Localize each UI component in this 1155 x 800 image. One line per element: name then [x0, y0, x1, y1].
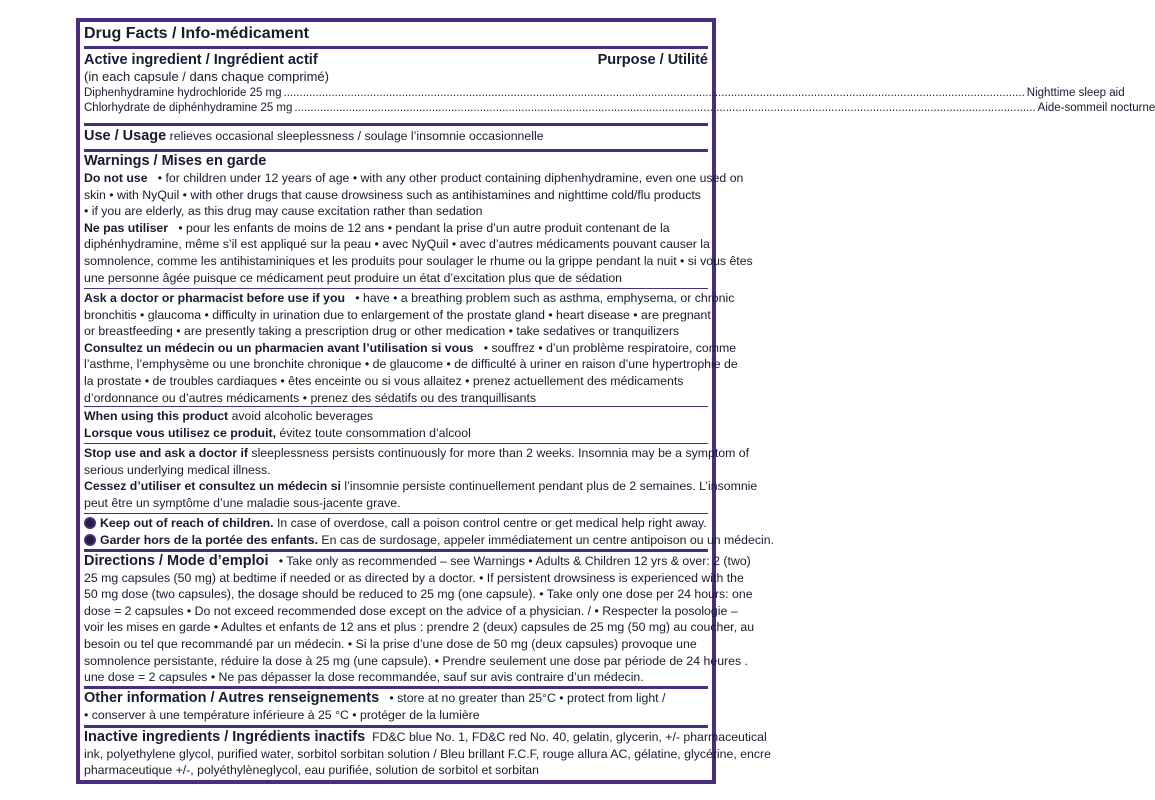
keep-out-row: [84, 532, 774, 549]
use-heading: Use / Usage: [84, 128, 167, 144]
active-heading-row: [84, 52, 708, 69]
inactive-ingredients-section: [84, 729, 771, 779]
warning-line: skin • with NyQuil • with other drugs that cause drowsiness such as antihistamines and nighttime cold/flu products: [84, 187, 701, 202]
inactive-line: pharmaceutique +/-, polyéthylèneglycol, eau purifiée, solution de sorbitol et sorbitan: [84, 763, 539, 778]
directions-line: • Take only as recommended – see Warnings • Adults & Children 12 yrs & over: 2 (two): [278, 554, 751, 568]
garder-label: Garder hors de la portée des enfants.: [100, 532, 318, 547]
directions-line: 50 mg dose (two capsules), the dosage should be reduced to 25 mg (one capsule). • Take only one dose per 24 hours: one: [84, 587, 753, 602]
directions-section: [84, 553, 755, 686]
ask-doctor-label: Ask a doctor or pharmacist before use if you: [84, 291, 346, 305]
warning-line: l’asthme, l’emphysème ou une bronchite chronique • de glaucome • de difficulté à uriner en raison d’une hypertrophie de: [84, 357, 738, 372]
ne-pas-utiliser-label: Ne pas utiliser: [84, 220, 169, 235]
warnings-section: [84, 153, 753, 286]
directions-line: somnolence persistante, réduire la dose à 25 mg (une capsule). • Prendre seulement une dose par période de 24 heures .: [84, 653, 748, 668]
warning-line: diphénhydramine, même s’il est appliqué sur la peau • avec NyQuil • avec d’autres médicaments pouvant causer la: [84, 237, 710, 252]
drug-facts-title-section: [84, 24, 708, 44]
keep-out-of-reach-icon: [84, 517, 96, 529]
stop-use-section: [84, 445, 758, 511]
stop-use-label: Stop use and ask a doctor if: [84, 446, 248, 460]
warning-line: serious underlying medical illness.: [84, 462, 271, 477]
divider: [84, 513, 708, 514]
when-using-section: [84, 408, 708, 441]
inactive-line: FD&C blue No. 1, FD&C red No. 40, gelatin, glycerin, +/- pharmaceutical: [372, 730, 767, 744]
garder-text: En cas de surdosage, appeler immédiatement un centre antipoison ou un médecin.: [321, 532, 774, 547]
cessez-label: Cessez d’utiliser et consultez un médecin si: [84, 479, 341, 494]
other-info-line: • store at no greater than 25°C • protect from light /: [389, 691, 666, 705]
lorsque-text: évitez toute consommation d’alcool: [279, 425, 471, 440]
warning-line: peut être un symptôme d’une maladie sous-jacente grave.: [84, 495, 401, 510]
warning-line: • souffrez • d’un problème respiratoire, comme: [483, 340, 737, 355]
warning-line: somnolence, comme les antihistaminiques et les produits pour soulager le rhume ou la grippe pendant la nuit • si vous êtes: [84, 253, 753, 268]
divider: [84, 549, 708, 552]
warning-line: • for children under 12 years of age • with any other product containing diphenhydramine, even one used on: [157, 171, 744, 185]
dot-leader: [294, 101, 1035, 116]
use-text: relieves occasional sleeplessness / soulage l’insomnie occasionnelle: [169, 129, 544, 143]
drug-facts-panel: [76, 18, 1155, 784]
divider: [84, 149, 708, 152]
purpose-heading: Purpose / Utilité: [597, 52, 708, 68]
warning-line: une personne âgée puisque ce médicament peut produire un état d’excitation plus que de sédation: [84, 270, 623, 285]
warning-line: • if you are elderly, as this drug may cause excitation rather than sedation: [84, 204, 483, 219]
directions-line: besoin ou tel que recommandé par un médecin. • Si la prise d’une dose de 50 mg (deux capsules) provoque une: [84, 636, 697, 651]
ask-doctor-section: [84, 290, 738, 406]
consultez-label: Consultez un médecin ou un pharmacien avant l’utilisation si vous: [84, 340, 474, 355]
divider: [84, 406, 708, 407]
ingredient-purpose: Nighttime sleep aid: [1026, 86, 1125, 99]
inactive-heading: Inactive ingredients / Ingrédients inactifs: [84, 729, 366, 745]
warning-line: l’insomnie persiste continuellement pendant plus de 2 semaines. L’insomnie: [344, 479, 758, 494]
warning-line: d’ordonnance ou d’autres médicaments • prenez des sédatifs ou des tranquillisants: [84, 390, 537, 405]
do-not-use-label: Do not use: [84, 171, 148, 185]
ingredient-row: [84, 101, 1155, 116]
warnings-heading: Warnings / Mises en garde: [84, 153, 267, 169]
warning-line: sleeplessness persists continuously for more than 2 weeks. Insomnia may be a symptom of: [251, 446, 749, 460]
keep-out-label: Keep out of reach of children.: [100, 516, 274, 530]
directions-heading: Directions / Mode d’emploi: [84, 553, 269, 569]
divider: [84, 686, 708, 689]
other-info-heading: Other information / Autres renseignements: [84, 690, 380, 706]
other-info-line: • conserver à une température inférieure à 25 °C • protéger de la lumière: [84, 707, 480, 722]
keep-out-text: In case of overdose, call a poison control centre or get medical help right away.: [276, 516, 707, 530]
other-info-section: [84, 690, 708, 723]
ingredient-purpose: Aide-sommeil nocturne: [1037, 101, 1155, 114]
ingredient-row: [84, 86, 1125, 101]
active-heading: Active ingredient / Ingrédient actif: [84, 52, 318, 68]
warning-line: • have • a breathing problem such as asthma, emphysema, or chronic: [355, 291, 735, 305]
active-note: (in each capsule / dans chaque comprimé): [84, 69, 329, 84]
divider: [84, 123, 708, 126]
warning-line: • pour les enfants de moins de 12 ans • pendant la prise d’un autre produit contenant de la: [178, 220, 670, 235]
directions-line: 25 mg capsules (50 mg) at bedtime if needed or as directed by a doctor. • If persistent drowsiness is experienced with the: [84, 570, 744, 585]
divider: [84, 288, 708, 289]
warning-line: or breastfeeding • are presently taking a prescription drug or other medication • take sedatives or tranquilizers: [84, 324, 680, 339]
divider: [84, 443, 708, 444]
lorsque-label: Lorsque vous utilisez ce produit,: [84, 425, 276, 440]
warning-line: bronchitis • glaucoma • difficulty in urination due to enlargement of the prostate gland • heart disease • are pregnant: [84, 307, 711, 322]
active-ingredient-section: [84, 52, 1155, 116]
keep-out-of-reach-icon: [84, 534, 96, 546]
when-using-text: avoid alcoholic beverages: [231, 409, 374, 423]
directions-line: dose = 2 capsules • Do not exceed recommended dose except on the advice of a physician. / • Respecter la posologie –: [84, 603, 738, 618]
divider: [84, 46, 708, 49]
keep-out-row: [84, 515, 708, 532]
page-title: Drug Facts / Info-médicament: [84, 25, 309, 42]
dot-leader: [284, 86, 1025, 101]
ingredient-name: Chlorhydrate de diphénhydramine 25 mg: [84, 101, 293, 114]
directions-line: voir les mises en garde • Adultes et enfants de 12 ans et plus : prendre 2 (deux) capsules de 25 mg (50 mg) au coucher, au: [84, 620, 755, 635]
keep-out-section: [84, 515, 774, 548]
inactive-line: ink, polyethylene glycol, purified water, sorbitol sorbitan solution / Bleu brillant F.C.F, rouge allura AC, gélatine, glycérine, encre: [84, 746, 771, 761]
ingredient-name: Diphenhydramine hydrochloride 25 mg: [84, 86, 282, 99]
divider: [84, 725, 708, 728]
use-section: [84, 128, 708, 145]
when-using-label: When using this product: [84, 409, 229, 423]
directions-line: une dose = 2 capsules • Ne pas dépasser la dose recommandée, sauf sur avis contraire d’un médecin.: [84, 670, 644, 685]
warning-line: la prostate • de troubles cardiaques • êtes enceinte ou si vous allaitez • prenez actuellement des médicaments: [84, 373, 684, 388]
